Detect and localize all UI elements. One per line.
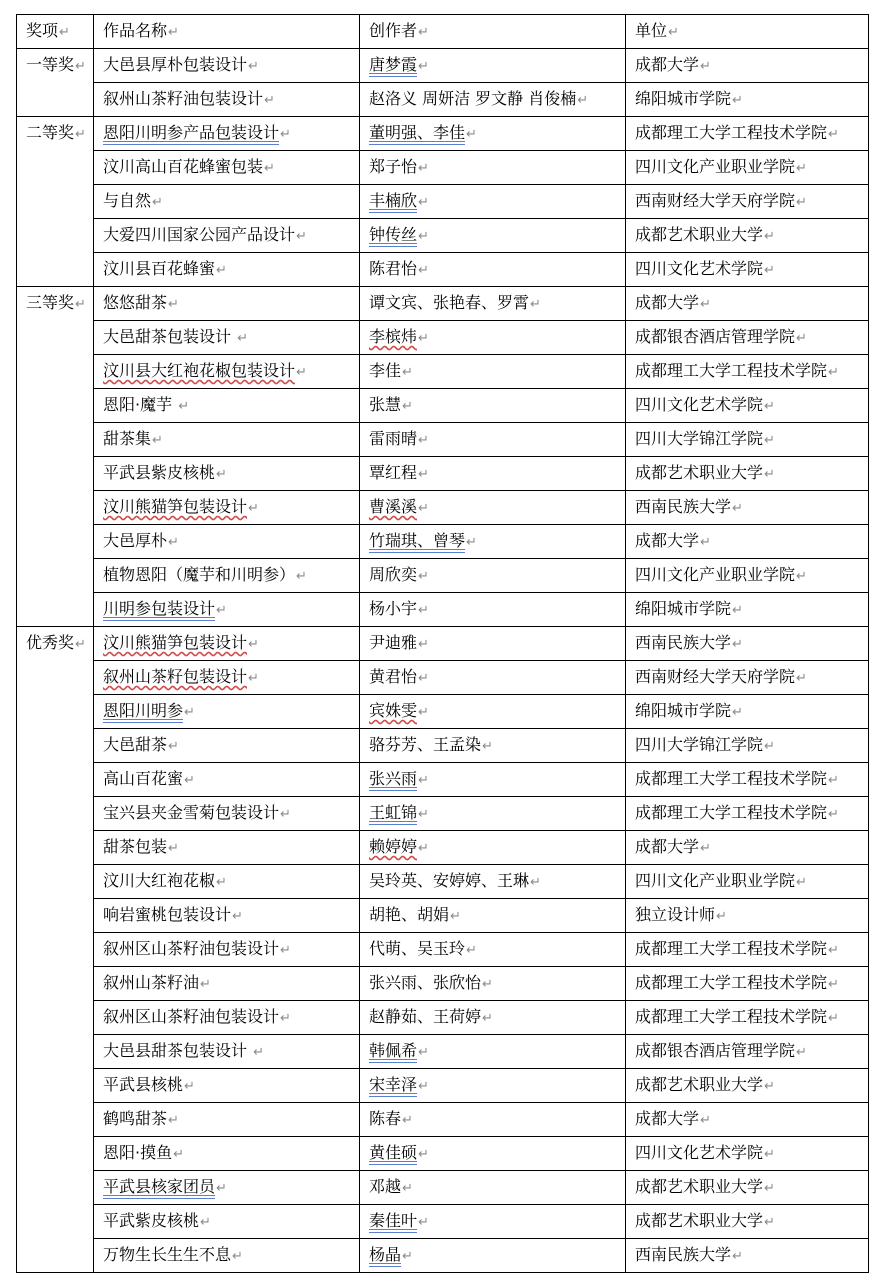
paragraph-mark-icon: ↵ — [264, 161, 275, 176]
table-row — [17, 355, 869, 389]
author-cell: 曹溪溪↵ — [360, 491, 626, 525]
unit-cell: 四川大学锦江学院↵ — [626, 423, 869, 457]
paragraph-mark-icon: ↵ — [764, 399, 775, 414]
paragraph-mark-icon: ↵ — [716, 909, 727, 924]
unit-cell: 成都艺术职业大学↵ — [626, 1205, 869, 1239]
table-row — [17, 593, 869, 627]
paragraph-mark-icon: ↵ — [232, 909, 243, 924]
paragraph-mark-icon: ↵ — [764, 467, 775, 482]
unit-cell: 成都理工大学工程技术学院↵ — [626, 933, 869, 967]
work-title-cell: 宝兴县夹金雪菊包装设计↵ — [94, 797, 360, 831]
work-title-cell: 叙州山茶籽油包装设计↵ — [94, 83, 360, 117]
paragraph-mark-icon: ↵ — [732, 637, 743, 652]
table-row — [17, 661, 869, 695]
paragraph-mark-icon: ↵ — [796, 671, 807, 686]
author-cell: 张兴雨、张欣怡↵ — [360, 967, 626, 1001]
paragraph-mark-icon: ↵ — [75, 637, 86, 652]
work-title-cell: 叙州山茶籽油↵ — [94, 967, 360, 1001]
paragraph-mark-icon: ↵ — [248, 501, 259, 516]
unit-cell: 成都艺术职业大学↵ — [626, 457, 869, 491]
author-cell: 丰楠欣↵ — [360, 185, 626, 219]
award-level-cell: 三等奖↵ — [17, 287, 94, 627]
work-title-cell: 甜茶包装↵ — [94, 831, 360, 865]
work-title-cell: 大邑厚朴↵ — [94, 525, 360, 559]
table-row — [17, 1069, 869, 1103]
unit-cell: 西南民族大学↵ — [626, 491, 869, 525]
paragraph-mark-icon: ↵ — [248, 671, 259, 686]
unit-cell: 成都艺术职业大学↵ — [626, 1069, 869, 1103]
table-row — [17, 1001, 869, 1035]
work-title-cell: 高山百花蜜↵ — [94, 763, 360, 797]
unit-cell: 四川文化产业职业学院↵ — [626, 559, 869, 593]
paragraph-mark-icon: ↵ — [418, 229, 429, 244]
table-row — [17, 491, 869, 525]
paragraph-mark-icon: ↵ — [402, 1181, 413, 1196]
paragraph-mark-icon: ↵ — [280, 943, 291, 958]
paragraph-mark-icon: ↵ — [418, 1045, 429, 1060]
paragraph-mark-icon: ↵ — [796, 331, 807, 346]
unit-cell: 四川文化产业职业学院↵ — [626, 151, 869, 185]
paragraph-mark-icon: ↵ — [168, 297, 179, 312]
table-row — [17, 49, 869, 83]
work-title-cell: 叙州区山茶籽油包装设计↵ — [94, 933, 360, 967]
paragraph-mark-icon: ↵ — [796, 569, 807, 584]
paragraph-mark-icon: ↵ — [418, 433, 429, 448]
paragraph-mark-icon: ↵ — [152, 195, 163, 210]
work-title-cell: 响岩蜜桃包装设计↵ — [94, 899, 360, 933]
work-title-cell: 植物恩阳（魔芋和川明参）↵ — [94, 559, 360, 593]
header-award: 奖项↵ — [17, 15, 94, 49]
work-title-cell: 恩阳川明参产品包装设计↵ — [94, 117, 360, 151]
work-title-cell: 叙州山茶籽包装设计↵ — [94, 661, 360, 695]
unit-cell: 成都大学↵ — [626, 831, 869, 865]
paragraph-mark-icon: ↵ — [280, 127, 291, 142]
paragraph-mark-icon: ↵ — [184, 773, 195, 788]
author-cell: 秦佳叶↵ — [360, 1205, 626, 1239]
table-row — [17, 1035, 869, 1069]
table-row — [17, 831, 869, 865]
table-row — [17, 1103, 869, 1137]
paragraph-mark-icon: ↵ — [418, 671, 429, 686]
header-author: 创作者↵ — [360, 15, 626, 49]
work-title-cell: 恩阳·摸鱼↵ — [94, 1137, 360, 1171]
unit-cell: 成都艺术职业大学↵ — [626, 1171, 869, 1205]
unit-cell: 西南民族大学↵ — [626, 627, 869, 661]
paragraph-mark-icon: ↵ — [732, 603, 743, 618]
paragraph-mark-icon: ↵ — [418, 569, 429, 584]
author-cell: 董明强、李佳↵ — [360, 117, 626, 151]
paragraph-mark-icon: ↵ — [764, 1079, 775, 1094]
paragraph-mark-icon: ↵ — [466, 943, 477, 958]
paragraph-mark-icon: ↵ — [200, 1215, 211, 1230]
paragraph-mark-icon: ↵ — [482, 1011, 493, 1026]
author-cell: 李槟炜↵ — [360, 321, 626, 355]
unit-cell: 西南民族大学↵ — [626, 1239, 869, 1273]
paragraph-mark-icon: ↵ — [216, 603, 227, 618]
paragraph-mark-icon: ↵ — [482, 977, 493, 992]
author-cell: 王虹锦↵ — [360, 797, 626, 831]
author-cell: 宋幸泽↵ — [360, 1069, 626, 1103]
paragraph-mark-icon: ↵ — [418, 1147, 429, 1162]
paragraph-mark-icon: ↵ — [253, 1045, 264, 1060]
paragraph-mark-icon: ↵ — [402, 399, 413, 414]
paragraph-mark-icon: ↵ — [450, 909, 461, 924]
author-cell: 胡艳、胡娟↵ — [360, 899, 626, 933]
paragraph-mark-icon: ↵ — [828, 365, 839, 380]
table-row — [17, 797, 869, 831]
author-cell: 钟传丝↵ — [360, 219, 626, 253]
author-cell: 郑子怡↵ — [360, 151, 626, 185]
paragraph-mark-icon: ↵ — [168, 535, 179, 550]
work-title-cell: 平武县核桃↵ — [94, 1069, 360, 1103]
table-row — [17, 695, 869, 729]
unit-cell: 成都银杏酒店管理学院↵ — [626, 321, 869, 355]
table-row — [17, 1171, 869, 1205]
unit-cell: 成都理工大学工程技术学院↵ — [626, 355, 869, 389]
paragraph-mark-icon: ↵ — [764, 433, 775, 448]
paragraph-mark-icon: ↵ — [237, 331, 248, 346]
paragraph-mark-icon: ↵ — [296, 365, 307, 380]
author-cell: 陈春↵ — [360, 1103, 626, 1137]
author-cell: 黄君怡↵ — [360, 661, 626, 695]
paragraph-mark-icon: ↵ — [732, 1249, 743, 1264]
paragraph-mark-icon: ↵ — [200, 977, 211, 992]
paragraph-mark-icon: ↵ — [418, 467, 429, 482]
paragraph-mark-icon: ↵ — [796, 195, 807, 210]
author-cell: 赵洛义 周妍洁 罗文静 肖俊楠↵ — [360, 83, 626, 117]
paragraph-mark-icon: ↵ — [216, 263, 227, 278]
author-cell: 覃红程↵ — [360, 457, 626, 491]
author-cell: 骆芬芳、王孟染↵ — [360, 729, 626, 763]
unit-cell: 西南财经大学天府学院↵ — [626, 661, 869, 695]
unit-cell: 成都理工大学工程技术学院↵ — [626, 797, 869, 831]
table-row — [17, 423, 869, 457]
author-cell: 宾姝雯↵ — [360, 695, 626, 729]
paragraph-mark-icon: ↵ — [418, 603, 429, 618]
work-title-cell: 汶川大红袍花椒↵ — [94, 865, 360, 899]
unit-cell: 成都大学↵ — [626, 49, 869, 83]
table-row — [17, 287, 869, 321]
table-row — [17, 151, 869, 185]
work-title-cell: 平武紫皮核桃↵ — [94, 1205, 360, 1239]
work-title-cell: 平武县紫皮核桃↵ — [94, 457, 360, 491]
paragraph-mark-icon: ↵ — [75, 297, 86, 312]
work-title-cell: 万物生长生生不息↵ — [94, 1239, 360, 1273]
header-unit: 单位↵ — [626, 15, 869, 49]
paragraph-mark-icon: ↵ — [668, 25, 679, 40]
unit-cell: 绵阳城市学院↵ — [626, 695, 869, 729]
paragraph-mark-icon: ↵ — [764, 229, 775, 244]
work-title-cell: 汶川熊猫笋包装设计↵ — [94, 627, 360, 661]
paragraph-mark-icon: ↵ — [796, 1045, 807, 1060]
author-cell: 竹瑞琪、曾琴↵ — [360, 525, 626, 559]
author-cell: 杨晶↵ — [360, 1239, 626, 1273]
paragraph-mark-icon: ↵ — [764, 1147, 775, 1162]
paragraph-mark-icon: ↵ — [466, 535, 477, 550]
author-cell: 邓越↵ — [360, 1171, 626, 1205]
table-row — [17, 525, 869, 559]
paragraph-mark-icon: ↵ — [700, 535, 711, 550]
work-title-cell: 汶川县大红袍花椒包装设计↵ — [94, 355, 360, 389]
work-title-cell: 大邑甜茶↵ — [94, 729, 360, 763]
paragraph-mark-icon: ↵ — [732, 93, 743, 108]
paragraph-mark-icon: ↵ — [732, 501, 743, 516]
awards-table — [16, 14, 869, 1273]
table-row — [17, 729, 869, 763]
paragraph-mark-icon: ↵ — [828, 127, 839, 142]
author-cell: 陈君怡↵ — [360, 253, 626, 287]
table-row — [17, 253, 869, 287]
paragraph-mark-icon: ↵ — [216, 467, 227, 482]
unit-cell: 绵阳城市学院↵ — [626, 83, 869, 117]
paragraph-mark-icon: ↵ — [764, 1181, 775, 1196]
paragraph-mark-icon: ↵ — [530, 297, 541, 312]
paragraph-mark-icon: ↵ — [216, 875, 227, 890]
author-cell: 李佳↵ — [360, 355, 626, 389]
table-row — [17, 117, 869, 151]
paragraph-mark-icon: ↵ — [248, 59, 259, 74]
work-title-cell: 恩阳·魔芋 ↵ — [94, 389, 360, 423]
unit-cell: 成都理工大学工程技术学院↵ — [626, 1001, 869, 1035]
unit-cell: 成都理工大学工程技术学院↵ — [626, 117, 869, 151]
paragraph-mark-icon: ↵ — [764, 739, 775, 754]
paragraph-mark-icon: ↵ — [828, 1011, 839, 1026]
work-title-cell: 叙州区山茶籽油包装设计↵ — [94, 1001, 360, 1035]
paragraph-mark-icon: ↵ — [418, 501, 429, 516]
paragraph-mark-icon: ↵ — [178, 399, 190, 414]
paragraph-mark-icon: ↵ — [764, 263, 775, 278]
work-title-cell: 平武县核家团员↵ — [94, 1171, 360, 1205]
paragraph-mark-icon: ↵ — [418, 807, 429, 822]
table-row — [17, 83, 869, 117]
unit-cell: 四川文化产业职业学院↵ — [626, 865, 869, 899]
table-row — [17, 1239, 869, 1273]
paragraph-mark-icon: ↵ — [466, 127, 477, 142]
header-work: 作品名称↵ — [94, 15, 360, 49]
paragraph-mark-icon: ↵ — [418, 637, 429, 652]
paragraph-mark-icon: ↵ — [168, 25, 179, 40]
paragraph-mark-icon: ↵ — [700, 1113, 711, 1128]
paragraph-mark-icon: ↵ — [418, 59, 429, 74]
table-row — [17, 627, 869, 661]
paragraph-mark-icon: ↵ — [280, 1011, 291, 1026]
paragraph-mark-icon: ↵ — [828, 943, 839, 958]
unit-cell: 四川大学锦江学院↵ — [626, 729, 869, 763]
table-row — [17, 389, 869, 423]
paragraph-mark-icon: ↵ — [732, 705, 743, 720]
paragraph-mark-icon: ↵ — [700, 841, 711, 856]
unit-cell: 四川文化艺术学院↵ — [626, 253, 869, 287]
author-cell: 赵静茹、王荷婷↵ — [360, 1001, 626, 1035]
table-row — [17, 933, 869, 967]
paragraph-mark-icon: ↵ — [168, 739, 179, 754]
paragraph-mark-icon: ↵ — [482, 739, 493, 754]
paragraph-mark-icon: ↵ — [796, 161, 807, 176]
paragraph-mark-icon: ↵ — [418, 195, 429, 210]
unit-cell: 成都艺术职业大学↵ — [626, 219, 869, 253]
unit-cell: 四川文化艺术学院↵ — [626, 1137, 869, 1171]
paragraph-mark-icon: ↵ — [418, 331, 429, 346]
paragraph-mark-icon: ↵ — [418, 841, 429, 856]
award-level-cell: 二等奖↵ — [17, 117, 94, 287]
table-row — [17, 763, 869, 797]
unit-cell: 独立设计师↵ — [626, 899, 869, 933]
paragraph-mark-icon: ↵ — [184, 705, 195, 720]
author-cell: 吴玲英、安婷婷、王琳↵ — [360, 865, 626, 899]
work-title-cell: 大邑县厚朴包装设计↵ — [94, 49, 360, 83]
author-cell: 雷雨晴↵ — [360, 423, 626, 457]
paragraph-mark-icon: ↵ — [232, 1249, 243, 1264]
unit-cell: 成都理工大学工程技术学院↵ — [626, 763, 869, 797]
paragraph-mark-icon: ↵ — [168, 1113, 179, 1128]
paragraph-mark-icon: ↵ — [296, 569, 307, 584]
table-row — [17, 1205, 869, 1239]
author-cell: 赖婷婷↵ — [360, 831, 626, 865]
unit-cell: 成都大学↵ — [626, 1103, 869, 1137]
paragraph-mark-icon: ↵ — [152, 433, 163, 448]
author-cell: 黄佳硕↵ — [360, 1137, 626, 1171]
paragraph-mark-icon: ↵ — [280, 807, 291, 822]
author-cell: 韩佩希↵ — [360, 1035, 626, 1069]
work-title-cell: 恩阳川明参↵ — [94, 695, 360, 729]
author-cell: 张慧↵ — [360, 389, 626, 423]
paragraph-mark-icon: ↵ — [828, 807, 839, 822]
table-row — [17, 899, 869, 933]
paragraph-mark-icon: ↵ — [216, 1181, 227, 1196]
author-cell: 周欣奕↵ — [360, 559, 626, 593]
paragraph-mark-icon: ↵ — [402, 1113, 413, 1128]
work-title-cell: 与自然↵ — [94, 185, 360, 219]
award-level-cell: 优秀奖↵ — [17, 627, 94, 1273]
unit-cell: 成都理工大学工程技术学院↵ — [626, 967, 869, 1001]
table-body — [17, 49, 869, 1273]
table-header-row — [17, 15, 869, 49]
table-row — [17, 321, 869, 355]
table-row — [17, 967, 869, 1001]
author-cell: 张兴雨↵ — [360, 763, 626, 797]
work-title-cell: 大邑县甜茶包装设计 ↵ — [94, 1035, 360, 1069]
paragraph-mark-icon: ↵ — [828, 977, 839, 992]
author-cell: 唐梦霞↵ — [360, 49, 626, 83]
work-title-cell: 大爱四川国家公园产品设计↵ — [94, 219, 360, 253]
paragraph-mark-icon: ↵ — [796, 875, 807, 890]
paragraph-mark-icon: ↵ — [59, 25, 70, 40]
paragraph-mark-icon: ↵ — [264, 93, 275, 108]
unit-cell: 四川文化艺术学院↵ — [626, 389, 869, 423]
paragraph-mark-icon: ↵ — [75, 59, 86, 74]
unit-cell: 绵阳城市学院↵ — [626, 593, 869, 627]
unit-cell: 成都银杏酒店管理学院↵ — [626, 1035, 869, 1069]
paragraph-mark-icon: ↵ — [402, 365, 413, 380]
paragraph-mark-icon: ↵ — [248, 637, 259, 652]
table-row — [17, 457, 869, 491]
paragraph-mark-icon: ↵ — [764, 1215, 775, 1230]
paragraph-mark-icon: ↵ — [173, 1147, 184, 1162]
table-row — [17, 185, 869, 219]
paragraph-mark-icon: ↵ — [700, 297, 711, 312]
paragraph-mark-icon: ↵ — [418, 773, 429, 788]
paragraph-mark-icon: ↵ — [402, 1249, 413, 1264]
paragraph-mark-icon: ↵ — [418, 25, 429, 40]
work-title-cell: 鹤鸣甜茶↵ — [94, 1103, 360, 1137]
table-row — [17, 559, 869, 593]
paragraph-mark-icon: ↵ — [75, 127, 86, 142]
work-title-cell: 大邑甜茶包装设计 ↵ — [94, 321, 360, 355]
work-title-cell: 甜茶集↵ — [94, 423, 360, 457]
paragraph-mark-icon: ↵ — [168, 841, 179, 856]
author-cell: 谭文宾、张艳春、罗霄↵ — [360, 287, 626, 321]
work-title-cell: 川明参包装设计↵ — [94, 593, 360, 627]
paragraph-mark-icon: ↵ — [828, 773, 839, 788]
unit-cell: 西南财经大学天府学院↵ — [626, 185, 869, 219]
paragraph-mark-icon: ↵ — [418, 1079, 429, 1094]
unit-cell: 成都大学↵ — [626, 287, 869, 321]
author-cell: 尹迪雅↵ — [360, 627, 626, 661]
paragraph-mark-icon: ↵ — [184, 1079, 195, 1094]
paragraph-mark-icon: ↵ — [296, 229, 307, 244]
paragraph-mark-icon: ↵ — [577, 93, 589, 108]
work-title-cell: 汶川县百花蜂蜜↵ — [94, 253, 360, 287]
paragraph-mark-icon: ↵ — [418, 705, 429, 720]
author-cell: 杨小宇↵ — [360, 593, 626, 627]
table-row — [17, 219, 869, 253]
paragraph-mark-icon: ↵ — [418, 263, 429, 278]
paragraph-mark-icon: ↵ — [418, 1215, 429, 1230]
work-title-cell: 汶川熊猫笋包装设计↵ — [94, 491, 360, 525]
work-title-cell: 汶川高山百花蜂蜜包装↵ — [94, 151, 360, 185]
author-cell: 代萌、吴玉玲↵ — [360, 933, 626, 967]
award-level-cell: 一等奖↵ — [17, 49, 94, 117]
table-row — [17, 865, 869, 899]
paragraph-mark-icon: ↵ — [530, 875, 541, 890]
table-row — [17, 1137, 869, 1171]
paragraph-mark-icon: ↵ — [700, 59, 711, 74]
unit-cell: 成都大学↵ — [626, 525, 869, 559]
work-title-cell: 悠悠甜茶↵ — [94, 287, 360, 321]
paragraph-mark-icon: ↵ — [418, 161, 429, 176]
